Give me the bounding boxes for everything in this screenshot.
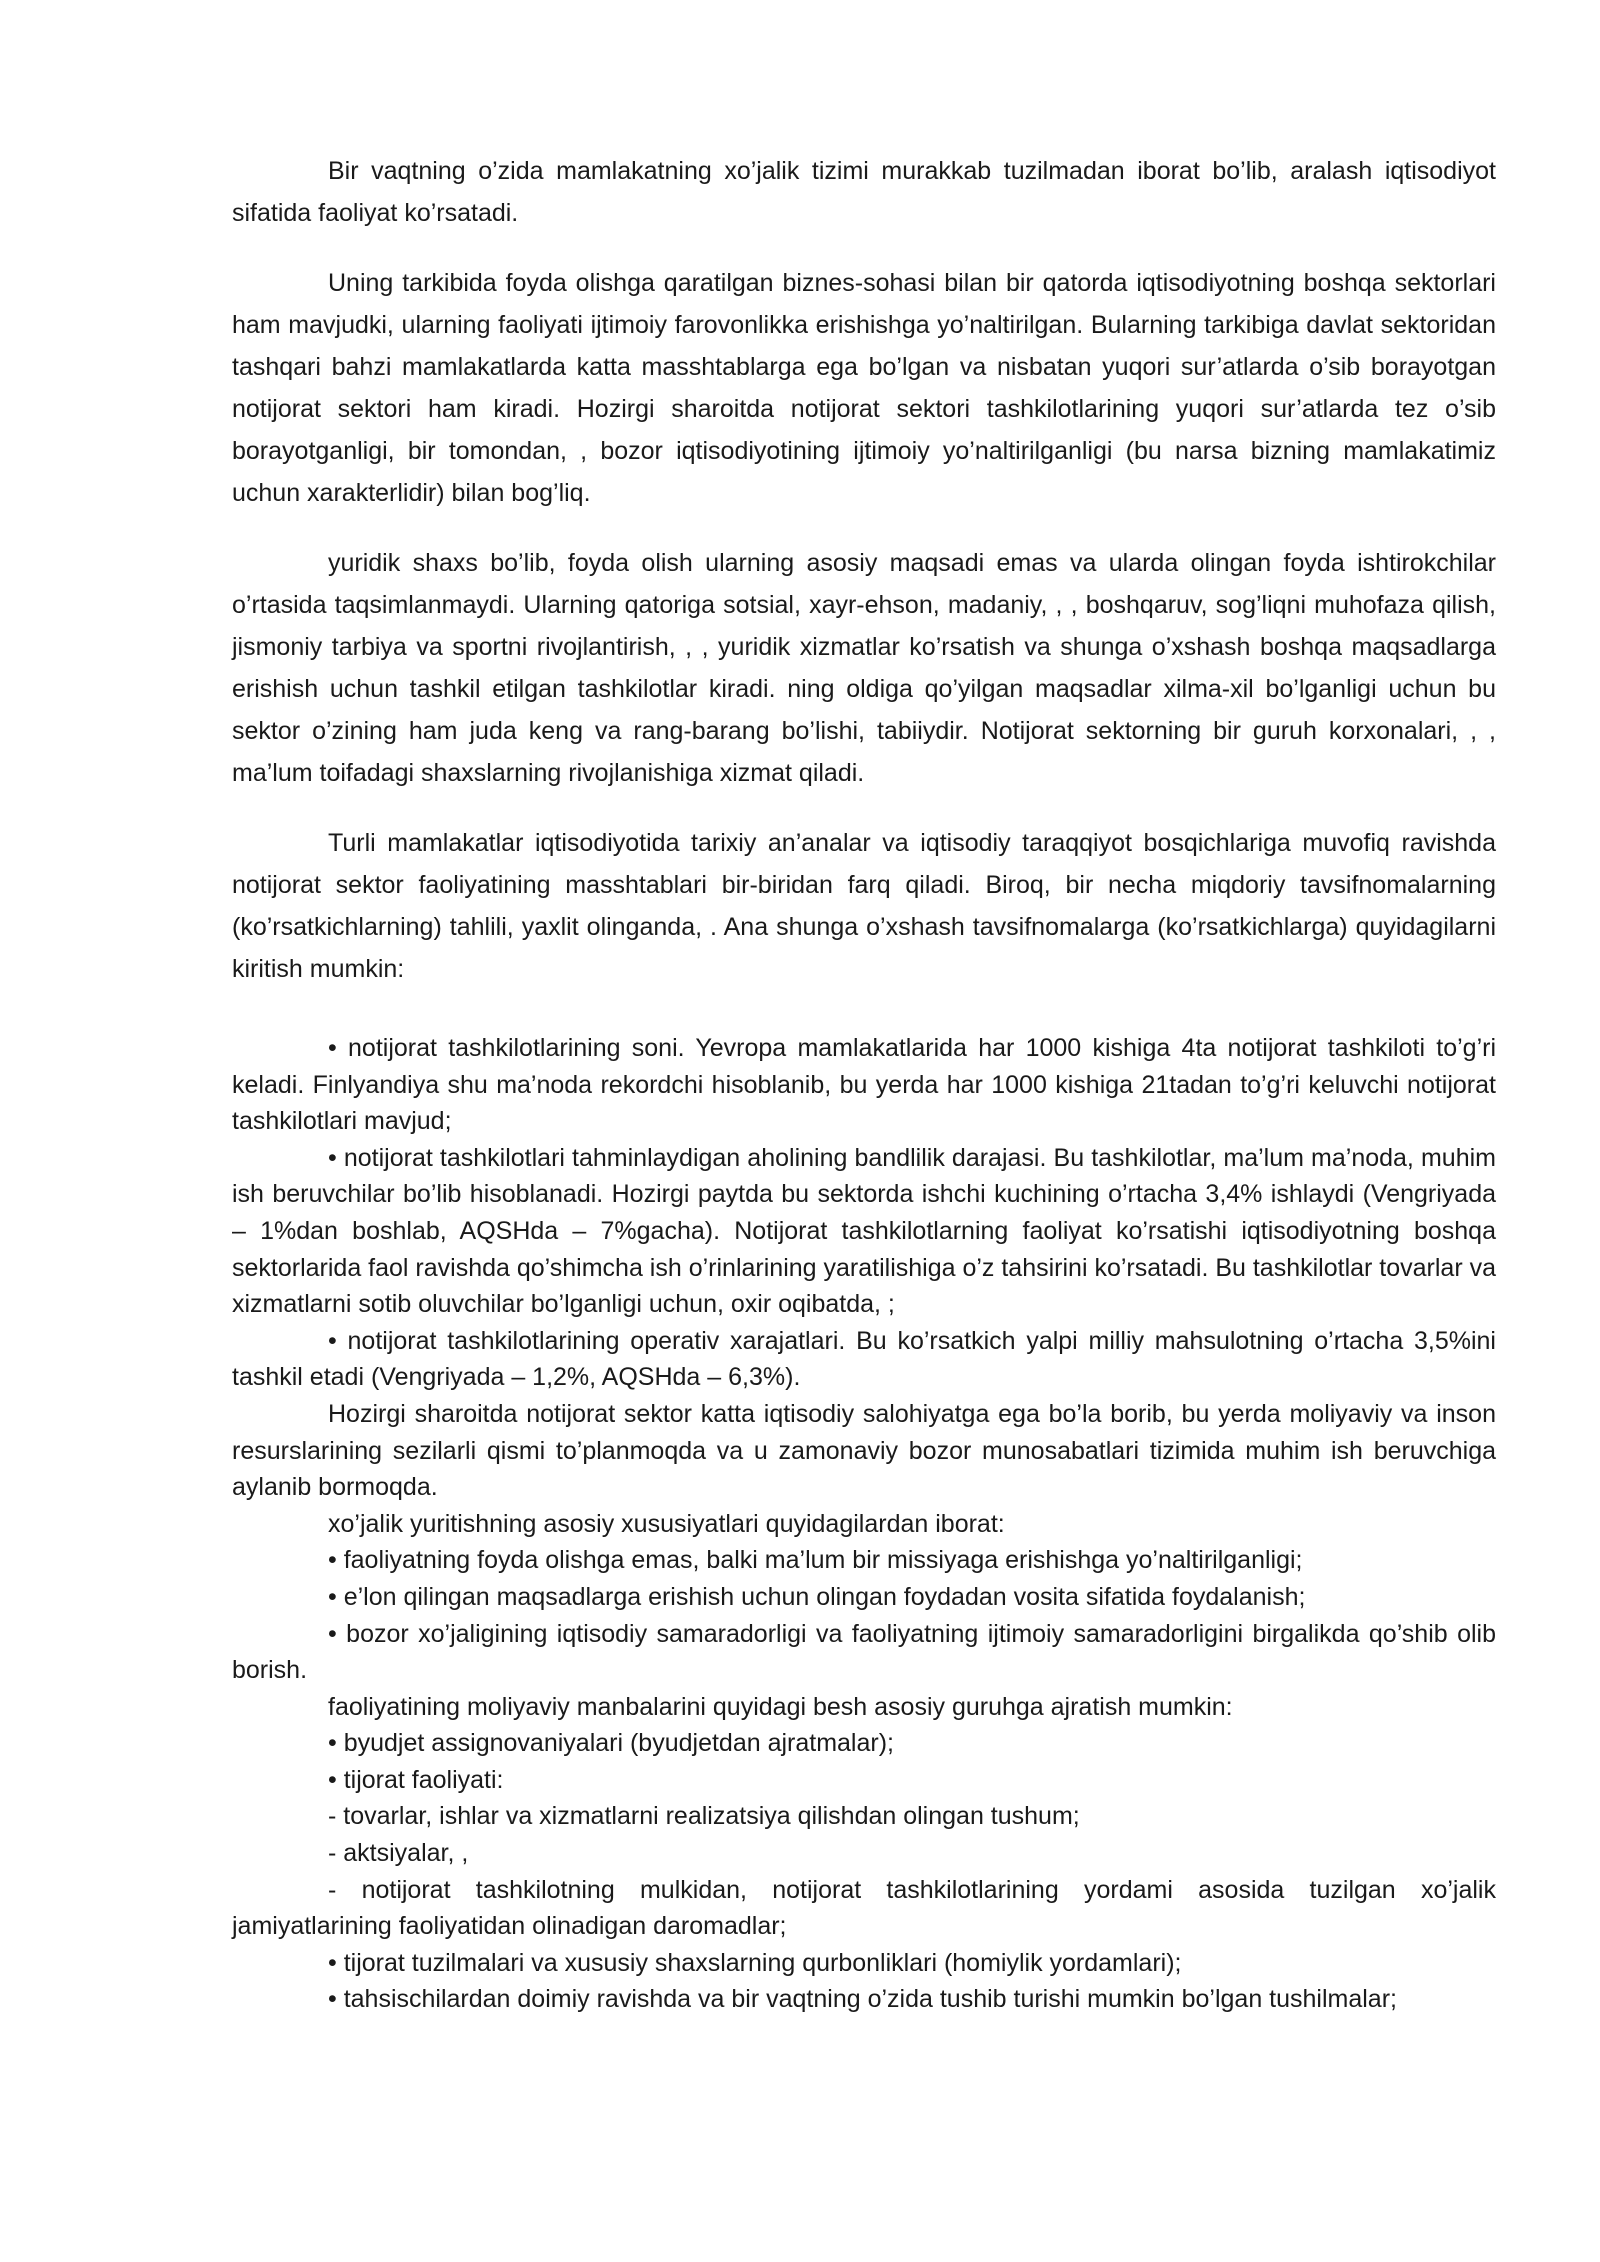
paragraph-3: yuridik shaxs bo’lib, foyda olish ularning asosiy maqsadi emas va ularda olingan foyda ishtirokchilar o’rtasida taqsimlanmaydi. Ularning qatoriga sotsial, xayr-ehson, madaniy, , , boshqaruv, sog’liqni muhofaza qilish, jismoniy tarbiya va sportni rivojlantirish, , , yuridik xizmatlar ko’rsatish va shunga o’xshash boshqa maqsadlarga erishish uchun tashkil etilgan tashkilotlar kiradi. ning oldiga qo’yilgan maqsadlar xilma-xil bo’lganligi uchun bu sektor o’zining ham juda keng va rang-barang bo’lishi, tabiiydir. Notijorat sektorning bir guruh korxonalari, , , ma’lum toifadagi shaxslarning rivojlanishiga xizmat qiladi. [232, 549, 1496, 787]
list-item-commercial: • tijorat faoliyati: [328, 1765, 504, 1794]
text-line-sources-intro: faoliyatining moliyaviy manbalarini quyidagi besh asosiy guruhga ajratish mumkin: [328, 1692, 1233, 1721]
list-subitem-shares: - aktsiyalar, , [328, 1839, 469, 1868]
paragraph-4: Turli mamlakatlar iqtisodiyotida tarixiy an’analar va iqtisodiy taraqqiyot bosqichlariga muvofiq ravishda notijorat sektor faoliyatining masshtablari bir-biridan farq qiladi. Biroq, bir necha miqdoriy tavsifnomalarning (ko’rsatkichlarning) tahlili, yaxlit olinganda, . Ana shunga o’xshash tavsifnomalarga (ko’rsatkichlarga) quyidagilarni kiritish mumkin: [232, 829, 1496, 983]
list-subitem-revenue: - tovarlar, ishlar va xizmatlarni realizatsiya qilishdan olingan tushum; [328, 1802, 1080, 1831]
list-item-employment: • notijorat tashkilotlari tahminlaydigan aholining bandlilik darajasi. Bu tashkilotlar, ma’lum ma’noda, muhim ish beruvchilar bo’lib hisoblanadi. Hozirgi paytda bu sektorda ishchi kuchining o’rtacha 3,4% ishlaydi (Vengriyada – 1%dan boshlab, AQSHda – 7%gacha). Notijorat tashkilotlarning faoliyat ko’rsatishi iqtisodiyotning boshqa sektorlarida faol ravishda qo’shimcha ish o’rinlarining yaratilishiga o’z tahsirini ko’rsatadi. Bu tashkilotlar tovarlar va xizmatlarni sotib oluvchilar bo’lganligi uchun, oxir oqibatda, ; [232, 1143, 1497, 1319]
indicator-list [232, 1030, 1496, 2018]
list-item-efficiency: • bozor xo’jaligining iqtisodiy samaradorligi va faoliyatning ijtimoiy samaradorligini birgalikda qo’shib olib borish. [232, 1619, 1496, 1685]
list-item-budget: • byudjet assignovaniyalari (byudjetdan ajratmalar); [328, 1729, 894, 1758]
text-line-features-intro: xo’jalik yuritishning asosiy xususiyatlari quyidagilardan iborat: [328, 1509, 1005, 1538]
list-item-profit-use: • e’lon qilingan maqsadlarga erishish uchun olingan foydadan vosita sifatida foydalanish; [328, 1582, 1306, 1611]
list-item-operating-costs: • notijorat tashkilotlarining operativ xarajatlari. Bu ko’rsatkich yalpi milliy mahsulotning o’rtacha 3,5%ini tashkil etadi (Vengriyada – 1,2%, AQSHda – 6,3%). [232, 1326, 1496, 1392]
paragraph-1: Bir vaqtning o’zida mamlakatning xo’jalik tizimi murakkab tuzilmadan iborat bo’lib, aralash iqtisodiyot sifatida faoliyat ko’rsatadi. [232, 157, 1496, 227]
list-item-org-count: • notijorat tashkilotlarining soni. Yevropa mamlakatlarida har 1000 kishiga 4ta notijorat tashkiloti to’g’ri keladi. Finlyandiya shu ma’noda rekordchi hisoblanib, bu yerda har 1000 kishiga 21tadan to’g’ri keluvchi notijorat tashkilotlari mavjud; [232, 1034, 1496, 1136]
text-line-current-conditions: Hozirgi sharoitda notijorat sektor katta iqtisodiy salohiyatga ega bo’la borib, bu yerda moliyaviy va inson resurslarining sezilarli qismi to’planmoqda va u zamonaviy bozor munosabatlari tizimida muhim ish beruvchiga aylanib bormoqda. [232, 1399, 1496, 1502]
list-item-founder-contributions: • tahsischilardan doimiy ravishda va bir vaqtning o’zida tushib turishi mumkin bo’lgan tushilmalar; [328, 1985, 1397, 2014]
paragraph-2: Uning tarkibida foyda olishga qaratilgan biznes-sohasi bilan bir qatorda iqtisodiyotning boshqa sektorlari ham mavjudki, ularning faoliyati ijtimoiy farovonlikka erishishga yo’naltirilgan. Bularning tarkibiga davlat sektoridan tashqari bahzi mamlakatlarda katta masshtablarga ega bo’lgan va nisbatan yuqori sur’atlarda o’sib borayotgan notijorat sektori ham kiradi. Hozirgi sharoitda notijorat sektori tashkilotlarining yuqori sur’atlarda tez o’sib borayotganligi, bir tomondan, , bozor iqtisodiyotining ijtimoiy yo’naltirilganligi (bu narsa bizning mamlakatimiz uchun xarakterlidir) bilan bog’liq. [232, 269, 1496, 507]
list-item-mission: • faoliyatning foyda olishga emas, balki ma’lum bir missiyaga erishishga yo’naltirilganligi; [328, 1546, 1303, 1575]
list-item-donations: • tijorat tuzilmalari va xususiy shaxslarning qurbonliklari (homiylik yordamlari); [328, 1948, 1182, 1977]
document-page [232, 150, 1496, 2018]
list-subitem-property-income: - notijorat tashkilotning mulkidan, notijorat tashkilotlarining yordami asosida tuzilgan xo’jalik jamiyatlarining faoliyatidan olinadigan daromadlar; [232, 1875, 1496, 1941]
